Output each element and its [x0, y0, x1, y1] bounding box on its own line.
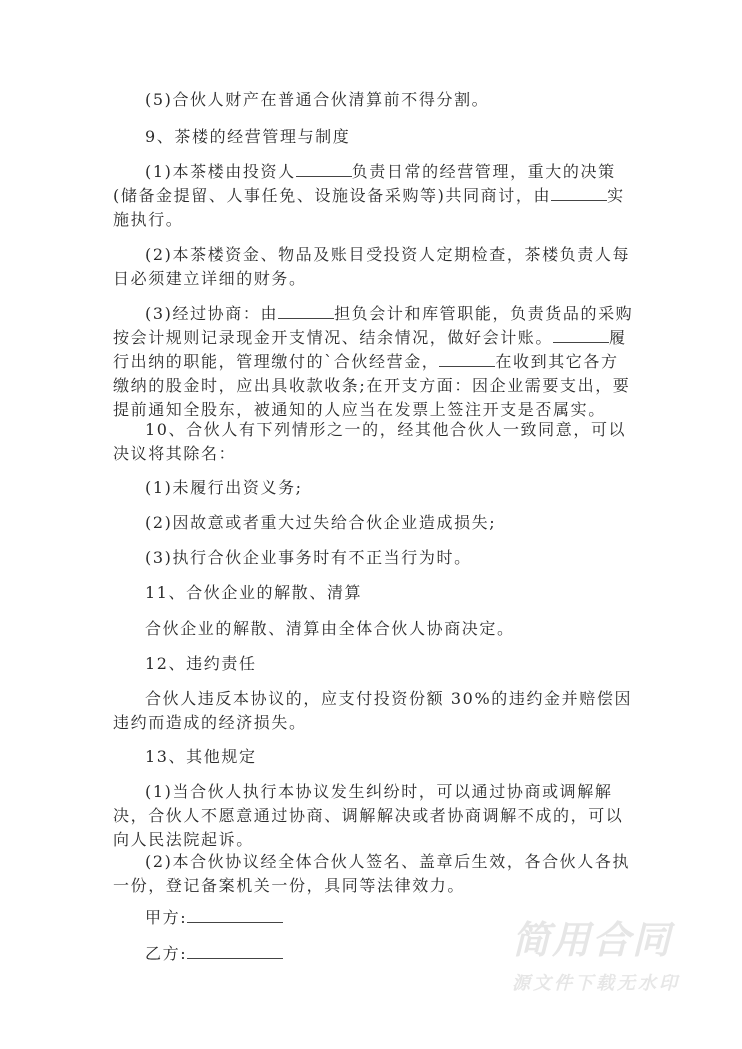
watermark: [512, 918, 680, 998]
text-line: 行出纳的职能，管理缴付的`合伙经营金， 在收到其它各方: [113, 352, 619, 371]
clause-11-text: [113, 617, 623, 641]
text-line: 施执行。: [113, 210, 184, 229]
clause-10-1: [113, 476, 623, 500]
section-heading: 13、其他规定: [145, 747, 257, 766]
text-line: 决，合伙人不愿意通过协商、调解解决或者协商调解不成的，可以: [113, 806, 624, 825]
text-line: 按会计规则记录现金开支情况、结余情况，做好会计账。 履: [113, 328, 627, 347]
text-line: (5)合伙人财产在普通合伙清算前不得分割。: [145, 90, 490, 109]
fill-blank-executor[interactable]: [551, 186, 607, 201]
fill-blank-accountant[interactable]: [278, 304, 334, 319]
clause-13-2: [113, 850, 631, 898]
text-line: (2)因故意或者重大过失给合伙企业造成损失;: [145, 513, 497, 532]
clause-9-2: [113, 243, 631, 291]
clause-10-3: [113, 546, 623, 570]
section-11-heading: [113, 581, 623, 605]
text-line: (储备金提留、人事任免、设施设备采购等)共同商讨，由 实: [113, 186, 625, 205]
text-line: (1)当合伙人执行本协议发生纠纷时，可以通过协商或调解解: [145, 782, 613, 801]
party-a-signature-field[interactable]: [187, 908, 283, 923]
party-b-signature: [145, 942, 283, 966]
clause-13-1: [113, 780, 623, 852]
party-b-signature-field[interactable]: [187, 944, 283, 959]
fill-blank-cashier[interactable]: [553, 328, 609, 343]
text-line: 合伙企业的解散、清算由全体合伙人协商决定。: [145, 619, 515, 638]
section-9-heading: [113, 125, 623, 149]
text-line: (2)本茶楼资金、物品及账目受投资人定期检查，茶楼负责人每: [145, 245, 631, 264]
fill-blank-receiver[interactable]: [439, 352, 495, 367]
section-heading: 10、合伙人有下列情形之一的，经其他合伙人一致同意，可以: [145, 420, 627, 439]
fill-blank-investor[interactable]: [296, 162, 352, 177]
clause-9-3: [113, 302, 634, 422]
text-line: 向人民法院起诉。: [113, 830, 254, 849]
section-13-heading: [113, 745, 623, 769]
section-12-heading: [113, 652, 623, 676]
text-line: 违约而造成的经济损失。: [113, 713, 307, 732]
text-line: (3)经过协商：由 担负会计和库管职能，负责货品的采购: [145, 304, 634, 323]
clause-12-text: [113, 687, 633, 735]
text-line: 缴纳的股金时，应出具收款收条;在开支方面：因企业需要支出，要: [113, 376, 631, 395]
text-line: (3)执行合伙企业事务时有不正当行为时。: [145, 548, 472, 567]
text-line: (2)本合伙协议经全体合伙人签名、盖章后生效，各合伙人各执: [145, 852, 631, 871]
text-line: 提前通知全股东，被通知的人应当在发票上签注开支是否属实。: [113, 400, 606, 419]
party-a-label: 甲方:: [145, 908, 188, 927]
text-line: 一份，登记备案机关一份，具同等法律效力。: [113, 876, 466, 895]
text-line: 日必须建立详细的财务。: [113, 269, 307, 288]
text-line: (1)未履行出资义务;: [145, 478, 303, 497]
watermark-tagline: 源文件下载无水印: [512, 973, 680, 994]
section-heading: 9、茶楼的经营管理与制度: [145, 127, 351, 146]
text-line: 决议将其除名：: [113, 444, 237, 463]
section-heading: 11、合伙企业的解散、清算: [145, 583, 363, 602]
party-a-signature: [145, 906, 283, 930]
clause-10-2: [113, 511, 623, 535]
clause-5-property: [113, 88, 623, 112]
clause-9-1: [113, 160, 623, 232]
watermark-brand: 简用合同: [512, 918, 673, 962]
party-b-label: 乙方:: [145, 944, 188, 963]
text-line: (1)本茶楼由投资人 负责日常的经营管理，重大的决策: [145, 162, 616, 181]
section-heading: 12、违约责任: [145, 654, 257, 673]
text-line: 合伙人违反本协议的，应支付投资份额 30%的违约金并赔偿因: [145, 689, 633, 708]
section-10-expulsion: [113, 418, 627, 466]
